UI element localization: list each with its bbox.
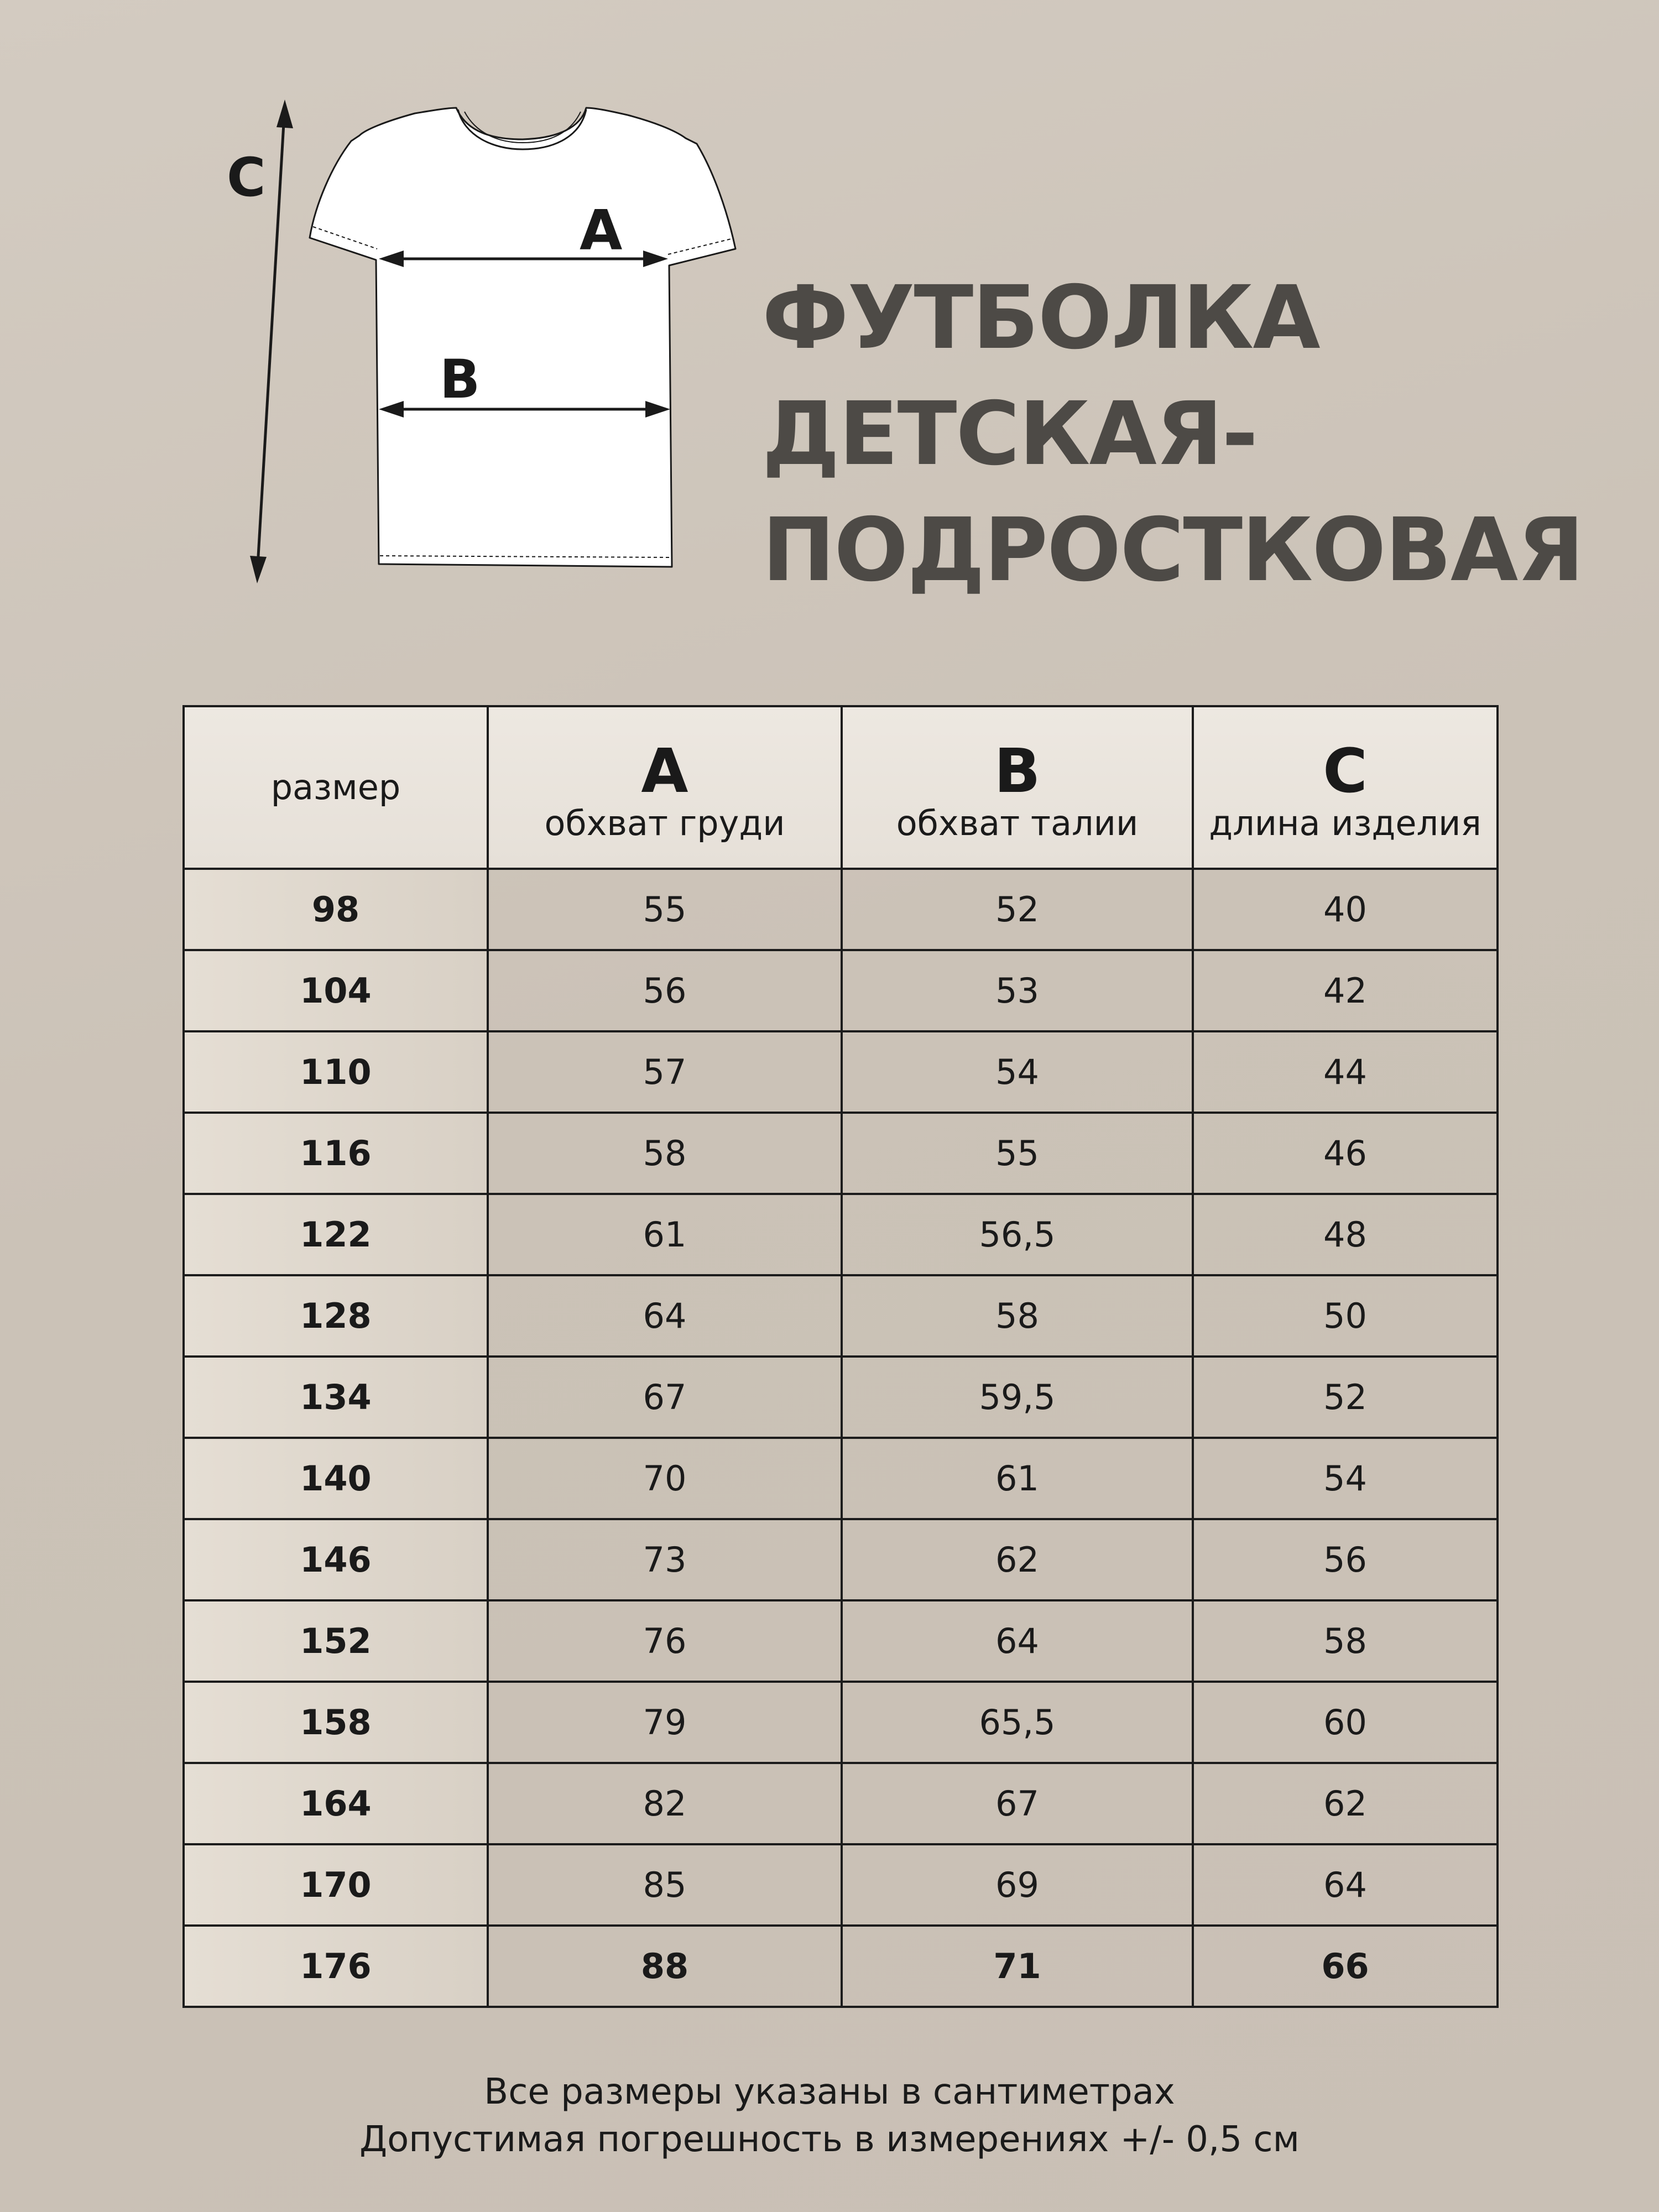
chest-cell: 67	[488, 1357, 842, 1438]
chest-cell: 57	[488, 1031, 842, 1113]
size-cell: 116	[184, 1113, 488, 1194]
table-row	[184, 1113, 1498, 1194]
size-cell: 134	[184, 1357, 488, 1438]
waist-cell: 56,5	[842, 1194, 1193, 1275]
size-cell: 128	[184, 1275, 488, 1357]
table-row	[184, 1438, 1498, 1519]
length-cell: 46	[1193, 1113, 1498, 1194]
header-chest-letter: A	[641, 735, 688, 806]
size-cell: 164	[184, 1763, 488, 1844]
size-cell: 170	[184, 1844, 488, 1926]
table-row	[184, 1275, 1498, 1357]
size-cell: 176	[184, 1926, 488, 2007]
waist-cell: 53	[842, 950, 1193, 1031]
chest-label: A	[580, 198, 623, 263]
waist-cell: 55	[842, 1113, 1193, 1194]
header-length	[1193, 706, 1498, 869]
size-cell: 146	[184, 1519, 488, 1600]
waist-cell: 71	[842, 1926, 1193, 2007]
chest-cell: 85	[488, 1844, 842, 1926]
footer-line-2: Допустимая погрешность в измерениях +/- 0,5 см	[359, 2119, 1300, 2160]
header-waist	[842, 706, 1193, 869]
table-row	[184, 1763, 1498, 1844]
chest-cell: 79	[488, 1682, 842, 1763]
waist-cell: 62	[842, 1519, 1193, 1600]
chest-cell: 73	[488, 1519, 842, 1600]
chest-cell: 55	[488, 869, 842, 950]
length-cell: 52	[1193, 1357, 1498, 1438]
waist-label: B	[440, 348, 481, 410]
chest-cell: 82	[488, 1763, 842, 1844]
table-header-row	[184, 706, 1498, 869]
title-line-2: ДЕТСКАЯ-	[762, 383, 1258, 485]
header-waist-label: обхват талии	[896, 803, 1139, 843]
page-title	[762, 260, 1583, 608]
length-cell: 48	[1193, 1194, 1498, 1275]
chest-cell: 70	[488, 1438, 842, 1519]
length-cell: 56	[1193, 1519, 1498, 1600]
table-row	[184, 1031, 1498, 1113]
length-cell: 44	[1193, 1031, 1498, 1113]
size-cell: 140	[184, 1438, 488, 1519]
length-arrow-head-top	[276, 100, 293, 128]
table-row	[184, 1357, 1498, 1438]
size-cell: 122	[184, 1194, 488, 1275]
length-cell: 58	[1193, 1600, 1498, 1682]
header-chest-label: обхват груди	[544, 803, 785, 843]
length-cell: 66	[1193, 1926, 1498, 2007]
table-row	[184, 1600, 1498, 1682]
header-length-label: длина изделия	[1209, 803, 1481, 843]
table-row	[184, 1519, 1498, 1600]
waist-cell: 54	[842, 1031, 1193, 1113]
table-row	[184, 1844, 1498, 1926]
size-cell: 158	[184, 1682, 488, 1763]
waist-cell: 64	[842, 1600, 1193, 1682]
footer-line-1: Все размеры указаны в сантиметрах	[484, 2072, 1175, 2112]
chest-cell: 88	[488, 1926, 842, 2007]
waist-cell: 67	[842, 1763, 1193, 1844]
tshirt-illustration	[199, 88, 752, 597]
header-size	[184, 706, 488, 869]
length-label: C	[227, 147, 266, 208]
header-size-label: размер	[270, 767, 401, 807]
chest-cell: 61	[488, 1194, 842, 1275]
chest-cell: 58	[488, 1113, 842, 1194]
chest-cell: 64	[488, 1275, 842, 1357]
size-cell: 152	[184, 1600, 488, 1682]
header-waist-letter: B	[994, 735, 1041, 806]
table-row	[184, 950, 1498, 1031]
size-cell: 110	[184, 1031, 488, 1113]
waist-cell: 61	[842, 1438, 1193, 1519]
waist-cell: 65,5	[842, 1682, 1193, 1763]
length-cell: 62	[1193, 1763, 1498, 1844]
length-cell: 54	[1193, 1438, 1498, 1519]
length-arrow-head-bottom	[250, 556, 267, 583]
length-cell: 42	[1193, 950, 1498, 1031]
waist-cell: 59,5	[842, 1357, 1193, 1438]
table-row	[184, 1194, 1498, 1275]
length-cell: 64	[1193, 1844, 1498, 1926]
length-cell: 60	[1193, 1682, 1498, 1763]
header-length-letter: C	[1323, 735, 1368, 806]
chest-cell: 76	[488, 1600, 842, 1682]
header-chest	[488, 706, 842, 869]
table-row	[184, 1926, 1498, 2007]
size-cell: 104	[184, 950, 488, 1031]
table-row	[184, 869, 1498, 950]
table-row	[184, 1682, 1498, 1763]
chest-cell: 56	[488, 950, 842, 1031]
waist-cell: 52	[842, 869, 1193, 950]
title-line-3: ПОДРОСТКОВАЯ	[762, 499, 1583, 601]
size-cell: 98	[184, 869, 488, 950]
footer-note	[0, 2068, 1659, 2163]
waist-cell: 69	[842, 1844, 1193, 1926]
length-cell: 50	[1193, 1275, 1498, 1357]
length-cell: 40	[1193, 869, 1498, 950]
title-line-1: ФУТБОЛКА	[762, 267, 1319, 369]
size-table	[182, 705, 1499, 2008]
tshirt-shape	[310, 108, 735, 567]
waist-cell: 58	[842, 1275, 1193, 1357]
